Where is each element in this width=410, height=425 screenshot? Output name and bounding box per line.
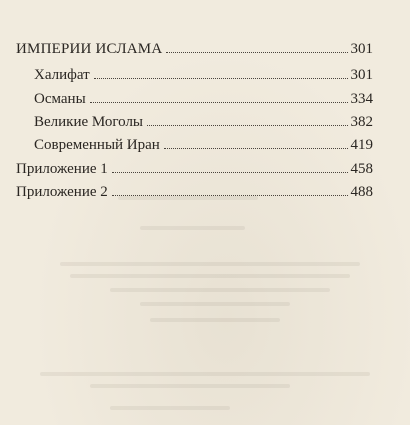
toc-entry-page: 301 — [350, 67, 373, 83]
toc-entry-appendix-1[interactable] — [16, 160, 373, 178]
toc-entry-page: 458 — [350, 161, 373, 177]
dot-leader — [112, 172, 348, 173]
dot-leader — [90, 102, 348, 103]
dot-leader — [112, 195, 348, 196]
toc-entry-title: Приложение 2 — [16, 184, 108, 200]
toc-entry-title: ИМПЕРИИ ИСЛАМА — [16, 41, 163, 57]
toc-entry-great-mughals[interactable] — [34, 113, 373, 131]
toc-entry-page: 419 — [350, 137, 373, 153]
toc-entry-empires-of-islam[interactable] — [16, 40, 373, 58]
dot-leader — [94, 78, 348, 79]
toc-entry-caliphate[interactable] — [34, 66, 373, 84]
toc-entry-title: Приложение 1 — [16, 161, 108, 177]
toc-entry-page: 301 — [350, 41, 373, 57]
toc-entry-page: 488 — [350, 184, 373, 200]
dot-leader — [164, 148, 348, 149]
toc-entry-title: Современный Иран — [34, 137, 160, 153]
toc-entry-page: 334 — [350, 91, 373, 107]
dot-leader — [147, 125, 347, 126]
toc-entry-modern-iran[interactable] — [34, 136, 373, 154]
dot-leader — [166, 52, 347, 53]
toc-entry-ottomans[interactable] — [34, 90, 373, 108]
toc-entry-title: Великие Моголы — [34, 114, 144, 130]
toc-entry-title: Халифат — [34, 67, 90, 83]
toc-entry-page: 382 — [350, 114, 373, 130]
toc-entry-appendix-2[interactable] — [16, 183, 373, 201]
toc-entry-title: Османы — [34, 91, 86, 107]
